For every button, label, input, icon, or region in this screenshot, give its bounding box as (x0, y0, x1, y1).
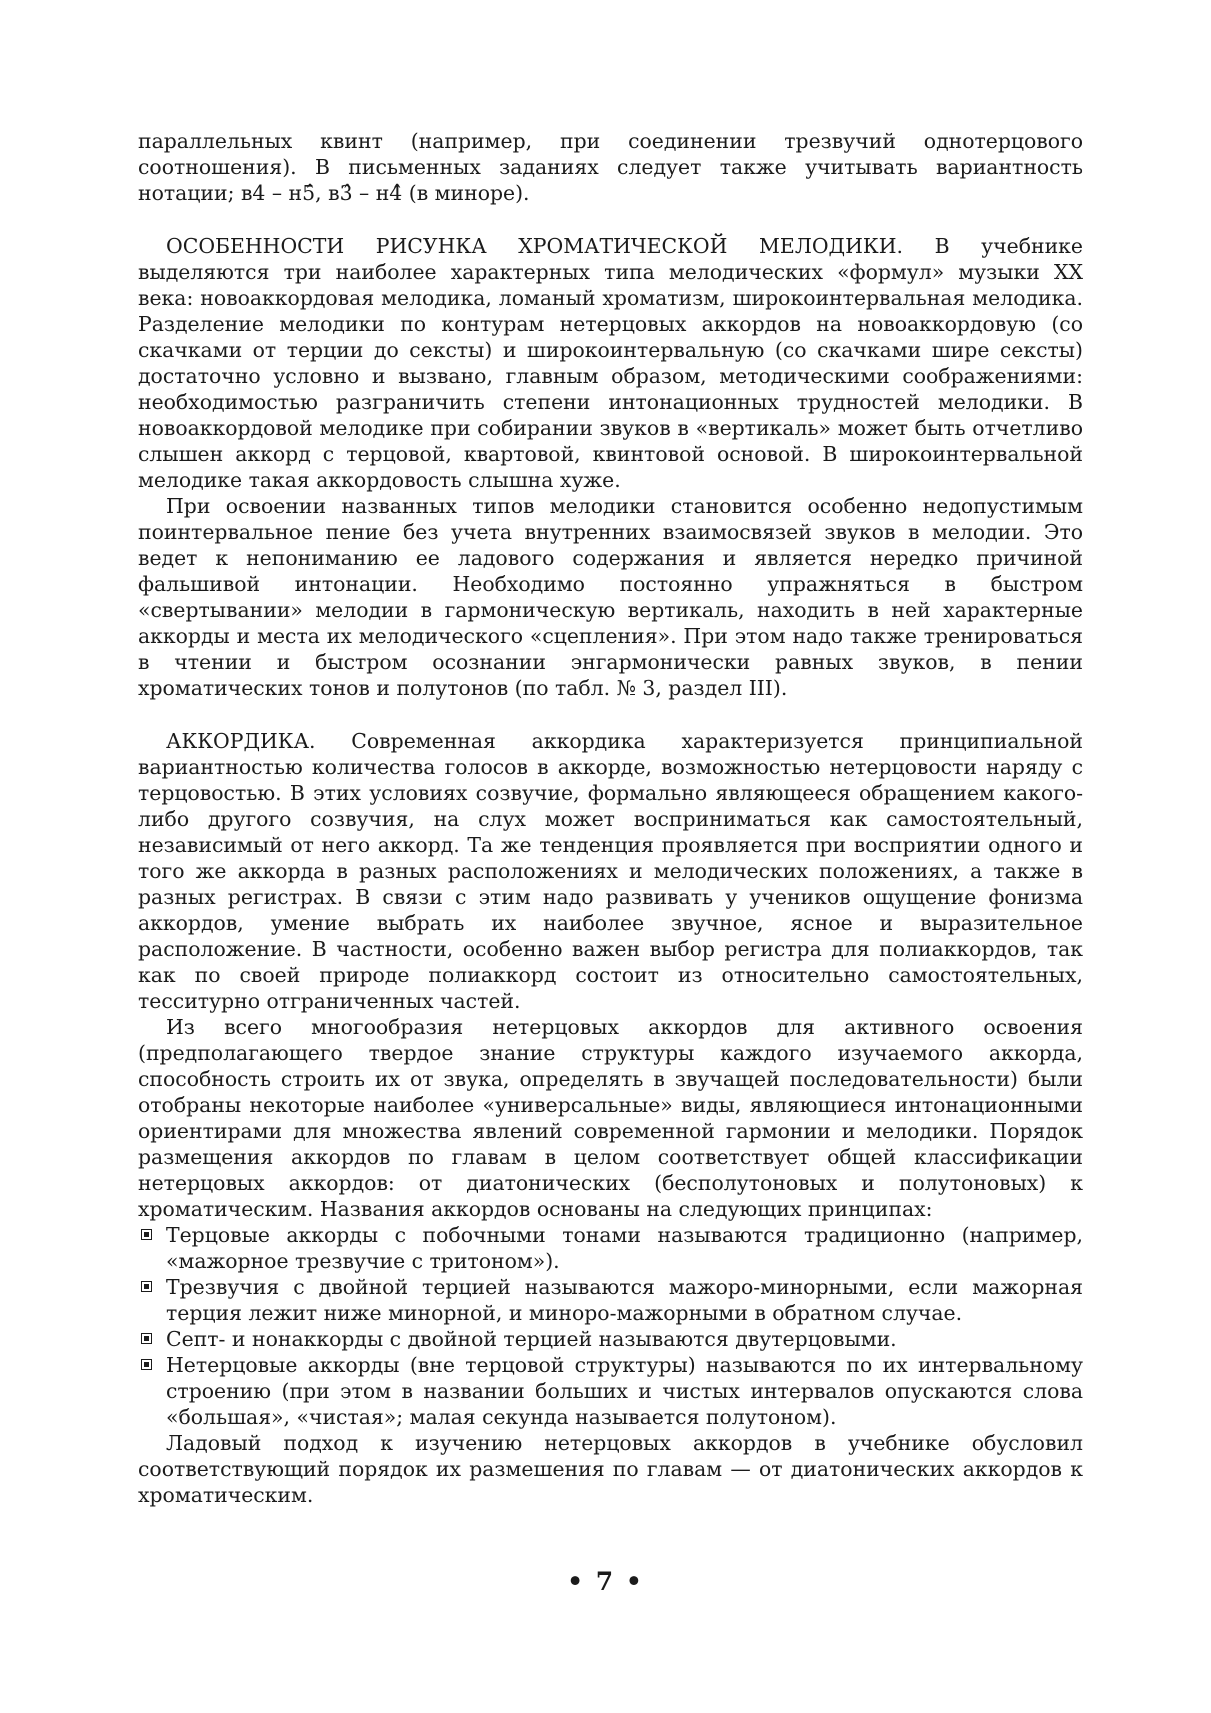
page-number: • 7 • (567, 1567, 644, 1596)
list-item: Терцовые аккорды с побочными тонами называются традиционно (например, «мажорное трезвучие с тритоном»). (138, 1222, 1083, 1274)
page-body (138, 128, 1083, 1508)
naming-principles-list (138, 1222, 1083, 1430)
list-item: Септ- и нонаккорды с двойной терцией называются двутерцовыми. (138, 1326, 1083, 1352)
square-bullet-icon (141, 1281, 152, 1292)
list-item: Нетерцовые аккорды (вне терцовой структуры) называются по их интервальному строению (при этом в названии больших и чистых интервалов опускаются слова «большая», «чистая»; малая секунда называется полутоном). (138, 1352, 1083, 1430)
paragraph-chord-selection: Из всего многообразия нетерцовых аккордов для активного освоения (предполагающего твердое знание структуры каждого изучаемого аккорда, способность строить их от звука, определять в звучащей последовательности) были отобраны некоторые наиболее «универсальные» виды, являющиеся интонационными ориентирами для множества явлений современной гармонии и мелодики. Порядок размещения аккордов по главам в целом соответствует общей классификации нетерцовых аккордов: от диатонических (бесполутоновых и полутоновых) к хроматическим. Названия аккордов основаны на следующих принципах: (138, 1015, 1083, 1221)
paragraph-chromatic-melody: ОСОБЕННОСТИ РИСУНКА ХРОМАТИЧЕСКОЙ МЕЛОДИКИ. В учебнике выделяются три наиболее характерных типа мелодических «формул» музыки XX века: новоаккордовая мелодика, ломаный хроматизм, широкоинтервальная мелодика. Разделение мелодики по контурам нетерцовых аккордов на новоаккордовую (со скачками от терции до сексты) и широкоинтервальную (со скачками шире сексты) достаточно условно и вызвано, главным образом, методическими соображениями: необходимостью разграничить степени интонационных трудностей мелодики. В новоаккордовой мелодике при собирании звуков в «вертикаль» может быть отчетливо слышен аккорд с терцовой, квартовой, квинтовой основой. В широкоинтервальной мелодике такая аккордовость слышна хуже. (138, 234, 1083, 492)
square-bullet-icon (141, 1229, 152, 1240)
square-bullet-icon (141, 1359, 152, 1370)
paragraph-modal-approach: Ладовый подход к изучению нетерцовых аккордов в учебнике обусловил соответствующий порядок их размешения по главам — от диатонических аккордов к хроматическим. (138, 1431, 1083, 1507)
square-bullet-icon (141, 1333, 152, 1344)
paragraph-chords: АККОРДИКА. Современная аккордика характеризуется принципиальной вариантностью количества голосов в аккорде, возможностью нетерцовости наряду с терцовостью. В этих условиях созвучие, формально являющееся обращением какого-либо другого созвучия, на слух может восприниматься как самостоятельный, независимый от него аккорд. Та же тенденция проявляется при восприятии одного и того же аккорда в разных расположениях и мелодических положениях, а также в разных регистрах. В связи с этим надо развивать у учеников ощущение фонизма аккордов, умение выбрать их наиболее звучное, ясное и выразительное расположение. В частности, особенно важен выбор регистра для полиаккордов, так как по своей природе полиаккорд состоит из относительно самостоятельных, тесситурно отграниченных частей. (138, 729, 1083, 1013)
paragraph-parallel-fifths: параллельных квинт (например, при соединении трезвучий однотерцового соотношения). В письменных заданиях следует также учитывать вариантность нотации; в4 – н5̂, в3̂ – н4̂ (в миноре). (138, 129, 1083, 205)
list-item: Трезвучия с двойной терцией называются мажоро-минорными, если мажорная терция лежит ниже минорной, и миноро-мажорными в обратном случае. (138, 1274, 1083, 1326)
paragraph-melody-practice: При освоении названных типов мелодики становится особенно недопустимым поинтервальное пение без учета внутренних взаимосвязей звуков в мелодии. Это ведет к непониманию ее ладового содержания и является нередко причиной фальшивой интонации. Необходимо постоянно упражняться в быстром «свертывании» мелодии в гармоническую вертикаль, находить в ней характерные аккорды и места их мелодического «сцепления». При этом надо также тренироваться в чтении и быстром осознании энгармонически равных звуков, в пении хроматических тонов и полутонов (по табл. № 3, раздел III). (138, 494, 1083, 700)
